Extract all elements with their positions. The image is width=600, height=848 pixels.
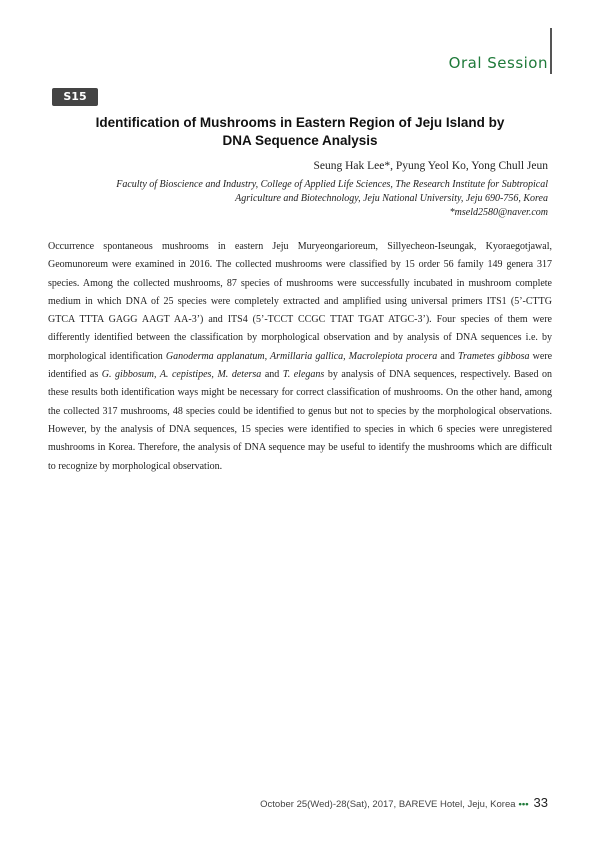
paper-title (60, 114, 540, 150)
species-list-1: Ganoderma applanatum, Armillaria gallica, Macrolepiota procera (165, 350, 438, 362)
authors: Seung Hak Lee*, Pyung Yeol Ko, Yong Chull Jeun (313, 160, 548, 172)
page-number: 33 (533, 795, 548, 810)
conj-and-1: and (440, 350, 455, 362)
header-divider (550, 28, 552, 74)
abstract-text-2: by analysis of DNA sequences, respectively. Based on these results both identification ways might be necessary for correct classification of mushrooms. On the other hand, among the collected 317 mushrooms, 48 species could be identified to genus but not to species by the morphological observations. However, by the analysis of DNA sequences, 15 species were identified to species in which 6 species were unregistered mushrooms in Korea. Therefore, the analysis of DNA sequence may be useful to identify the mushrooms which are difficult to recognize by morphological observation. (48, 369, 553, 472)
footer-dots: ••• (518, 799, 529, 810)
affiliation (48, 178, 548, 220)
species-list-2: G. gibbosum, A. cepistipes, M. detersa (101, 369, 262, 381)
session-badge: S15 (52, 88, 98, 106)
conj-and-2: and (264, 369, 280, 381)
affiliation-line-1: Faculty of Bioscience and Industry, College of Applied Life Sciences, The Research Institute for Subtropical (116, 179, 548, 190)
title-line-1: Identification of Mushrooms in Eastern Region of Jeju Island by (95, 115, 505, 130)
species-trametes: Trametes gibbosa (458, 350, 530, 362)
title-line-2: DNA Sequence Analysis (222, 133, 378, 148)
abstract-body (48, 238, 552, 476)
were-identified-text: were identified as (48, 350, 553, 381)
species-elegans: T. elegans (282, 369, 325, 381)
affiliation-line-2: Agriculture and Biotechnology, Jeju National University, Jeju 690-756, Korea (235, 193, 548, 204)
email: *mseld2580@naver.com (449, 207, 548, 218)
abstract-text-1: Occurrence spontaneous mushrooms in eastern Jeju Muryeongarioreum, Sillyecheon-Iseungak, Kyoraegotjawal, Geomunoreum were examined in 2016. The collected mushrooms were classified by 15 order 56 family 149 genera 317 species. Among the collected mushrooms, 87 species of mushrooms were successfully incubated in mushroom complete medium in which DNA of 25 species were completely extracted and amplified using universal primers ITS1 (5’-CTTG GTCA TTTA GAGG AAGT AA-3’) and ITS4 (5’-TCCT CCGC TTAT TGAT ATGC-3’). Four species of them were differently identified between the classification by morphological observation and by analysis of DNA sequences i.e. by morphological identification (48, 241, 552, 362)
event-info: October 25(Wed)-28(Sat), 2017, BAREVE Hotel, Jeju, Korea (260, 799, 516, 810)
session-label: Oral Session (448, 54, 548, 72)
page-footer (260, 795, 548, 810)
